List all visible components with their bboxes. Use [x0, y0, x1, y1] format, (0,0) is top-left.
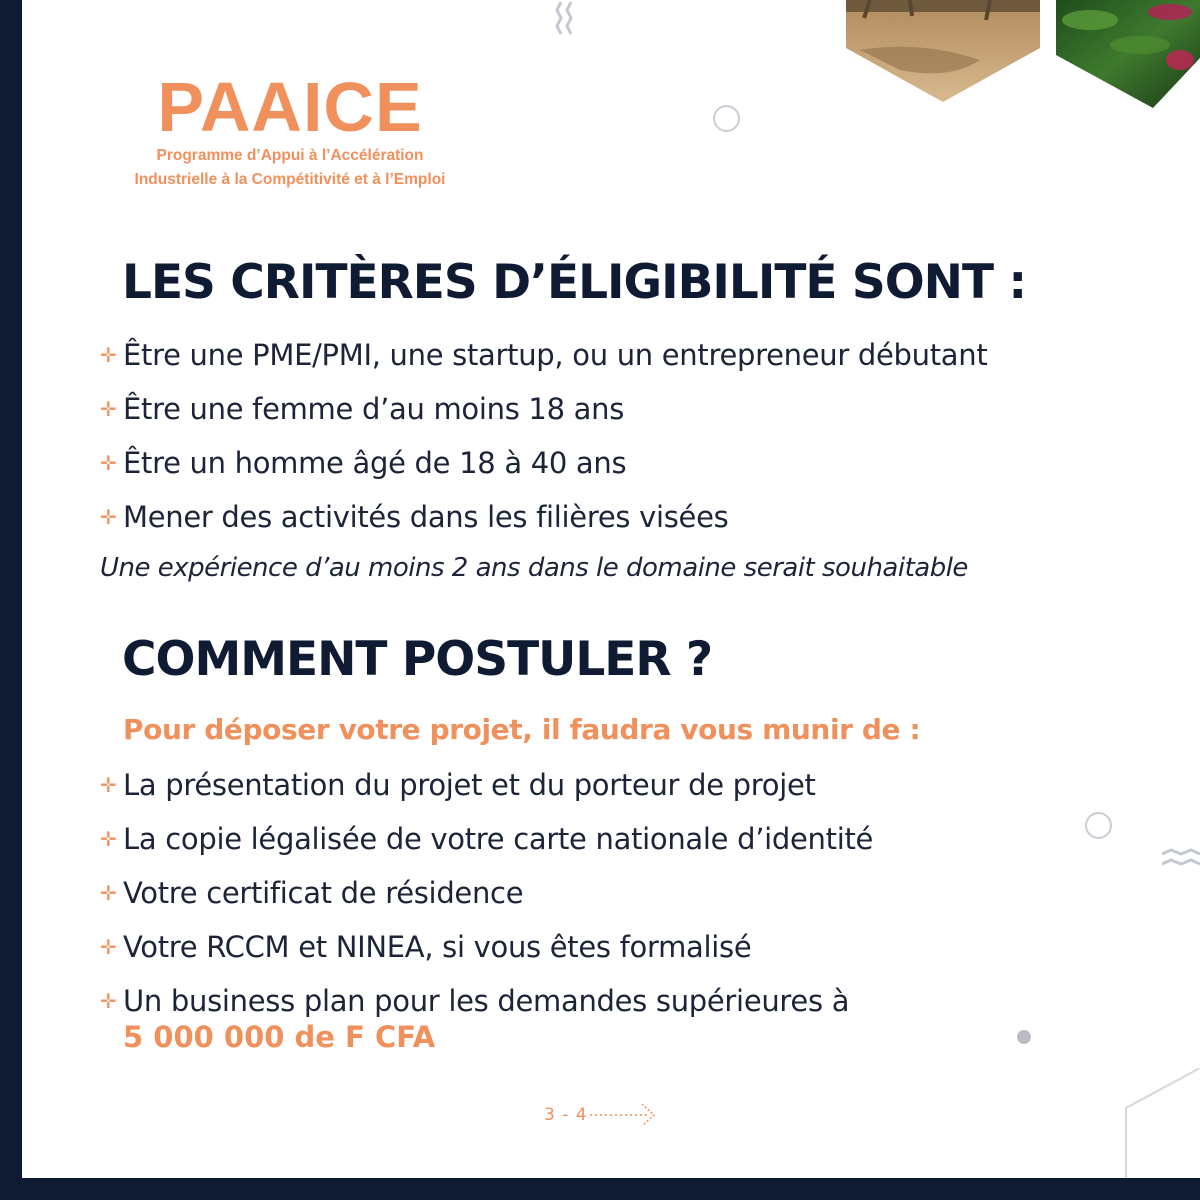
list-item-text: Mener des activités dans les filières visées: [123, 500, 729, 534]
plus-cross-icon: ✛: [100, 343, 117, 367]
logo-title: PAAICE: [157, 68, 423, 146]
hexagon-photo-plants: [1056, 0, 1200, 108]
amount-emphasis: 5 000 000 de F CFA: [123, 1020, 436, 1054]
zigzag-icon: [555, 0, 577, 40]
list-item-text: Votre certificat de résidence: [123, 876, 524, 910]
bottom-navy-bar: [0, 1178, 1200, 1200]
corner-line-decor: [1120, 1068, 1200, 1178]
list-item-text: Être un homme âgé de 18 à 40 ans: [123, 446, 627, 480]
hexagon-photos: [840, 0, 1200, 112]
circle-outline-icon: [713, 105, 740, 132]
hexagon-photo-beach: [846, 0, 1040, 102]
plus-cross-icon: ✛: [100, 773, 117, 797]
dotted-arrow-right-icon: [588, 1100, 660, 1130]
plus-cross-icon: ✛: [100, 397, 117, 421]
list-item-text: Être une PME/PMI, une startup, ou un entrepreneur débutant: [123, 338, 988, 372]
list-item: [100, 390, 987, 444]
list-item: [100, 928, 873, 982]
list-item: [100, 336, 987, 390]
list-item: [100, 444, 987, 498]
pagination: [544, 1100, 660, 1130]
list-item-body: [123, 982, 849, 1054]
plus-cross-icon: ✛: [100, 881, 117, 905]
list-item-text: Votre RCCM et NINEA, si vous êtes formalisé: [123, 930, 752, 964]
eligibility-heading: LES CRITÈRES D’ÉLIGIBILITÉ SONT :: [122, 255, 1027, 310]
eligibility-list: [100, 336, 987, 552]
plus-cross-icon: ✛: [100, 935, 117, 959]
experience-note: Une expérience d’au moins 2 ans dans le domaine serait souhaitable: [100, 553, 968, 583]
list-item-text: La copie légalisée de votre carte nationale d’identité: [123, 822, 874, 856]
list-item-text: Un business plan pour les demandes supérieures à: [123, 984, 850, 1018]
apply-heading: COMMENT POSTULER ?: [122, 632, 713, 687]
list-item-text: La présentation du projet et du porteur de projet: [123, 768, 816, 802]
list-item: [100, 498, 987, 552]
zigzag-icon: [1162, 848, 1200, 870]
list-item: [100, 982, 873, 1072]
paaice-logo: [110, 68, 470, 190]
plus-cross-icon: ✛: [100, 505, 117, 529]
page-number: 3 - 4: [544, 1105, 588, 1125]
plus-cross-icon: ✛: [100, 827, 117, 851]
circle-outline-icon: [1085, 812, 1112, 839]
list-item-text: Être une femme d’au moins 18 ans: [123, 392, 625, 426]
list-item: [100, 820, 873, 874]
plus-cross-icon: ✛: [100, 989, 117, 1013]
list-item: [100, 766, 873, 820]
apply-documents-list: [100, 766, 873, 1072]
dot-icon: [1017, 1030, 1031, 1044]
apply-intro: Pour déposer votre projet, il faudra vous munir de :: [123, 713, 921, 746]
logo-subtitle-line-1: Programme d’Appui à l’Accélération: [156, 147, 424, 164]
plus-cross-icon: ✛: [100, 451, 117, 475]
list-item: [100, 874, 873, 928]
left-navy-bar: [0, 0, 22, 1200]
logo-subtitle-line-2: Industrielle à la Compétitivité et à l’Emploi: [134, 171, 446, 188]
